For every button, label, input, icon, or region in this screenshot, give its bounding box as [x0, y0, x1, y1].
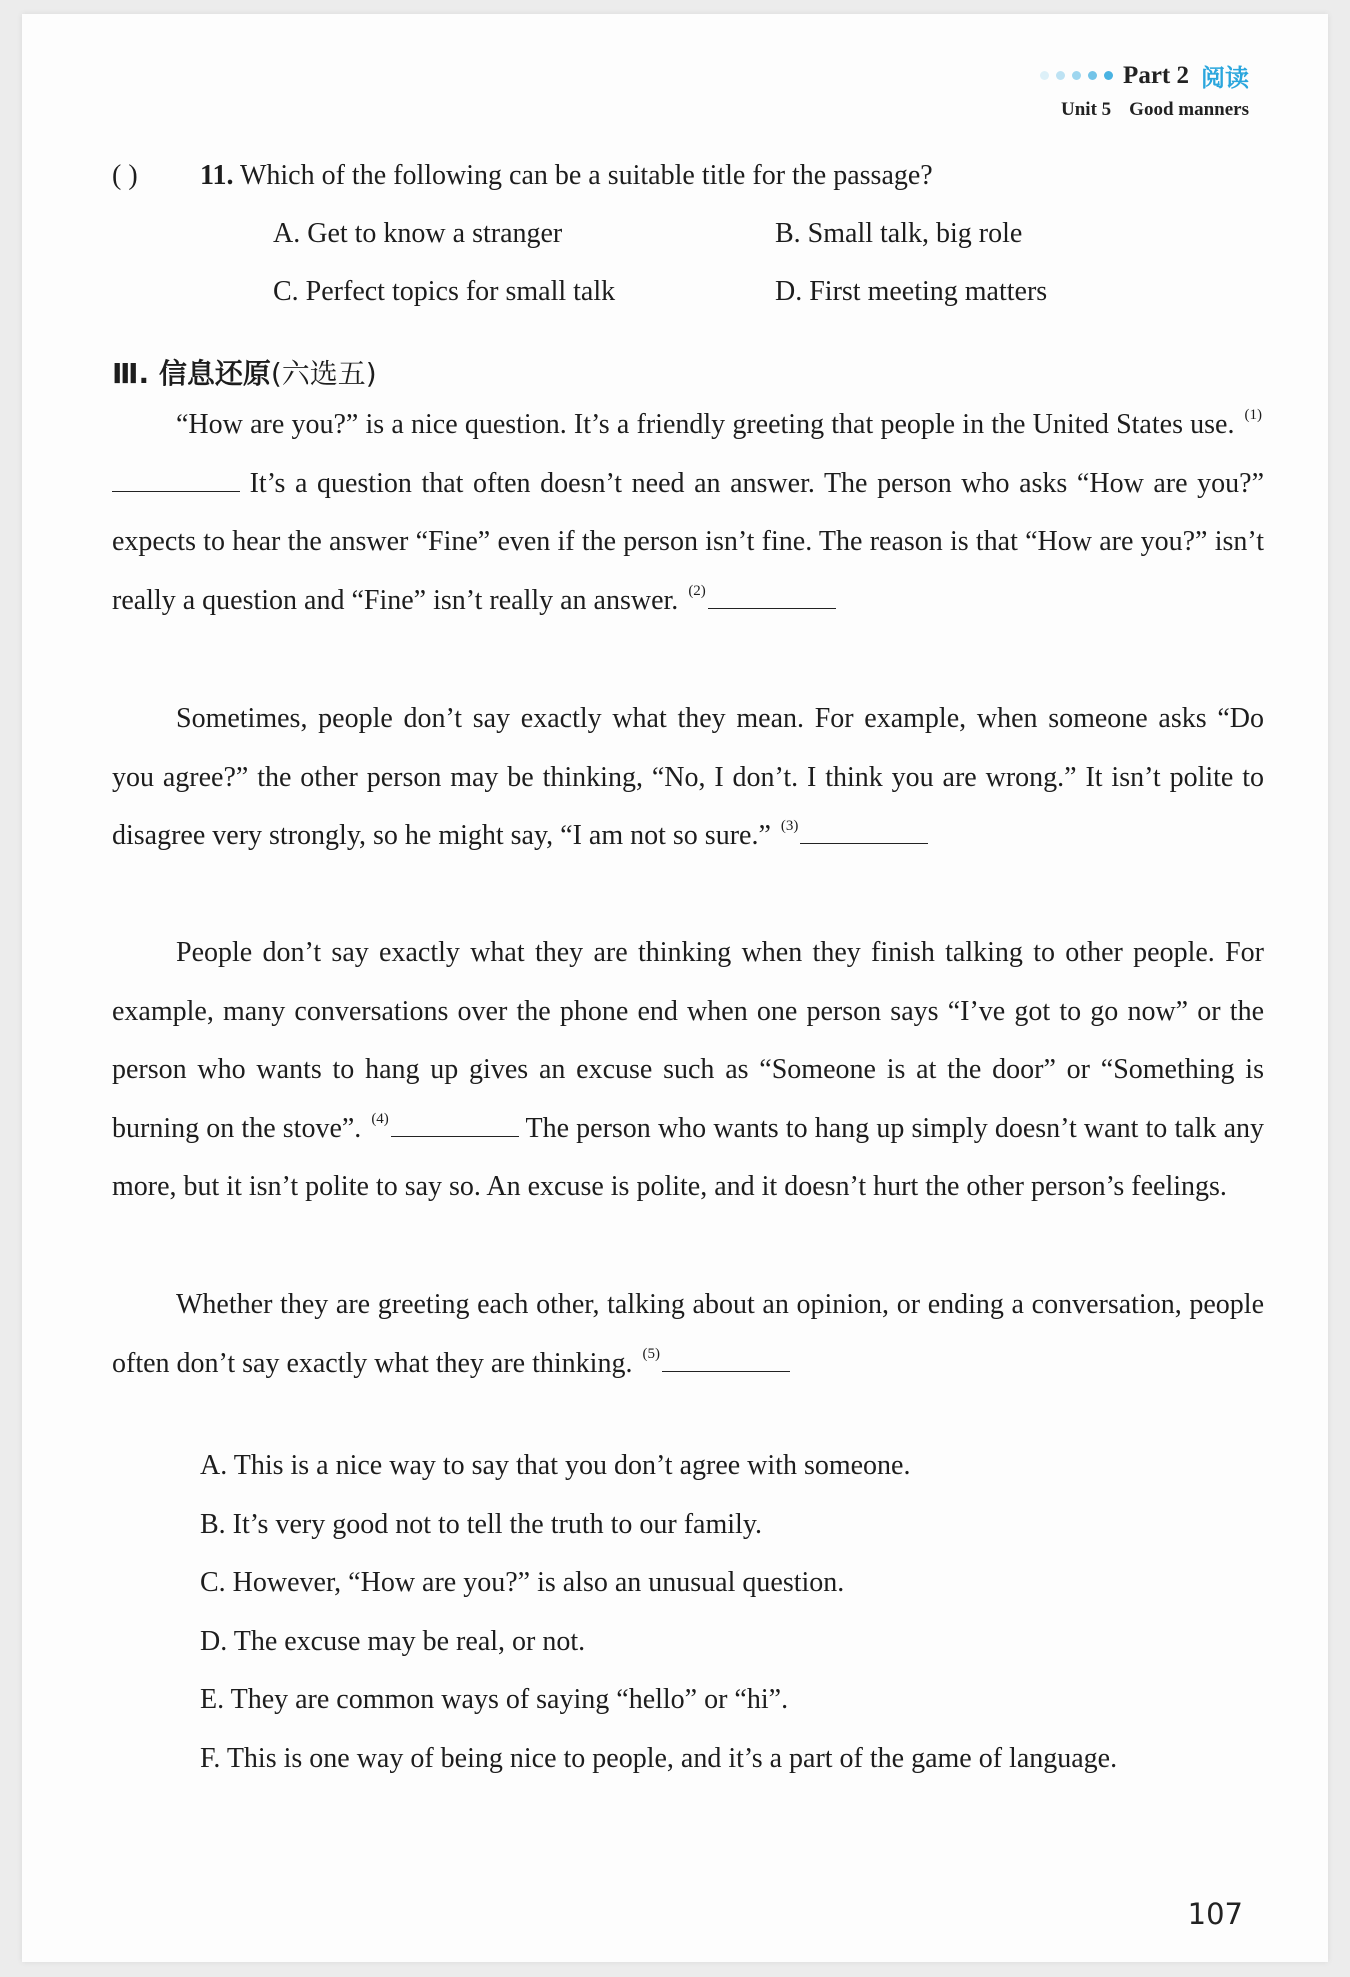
paragraph-3-text-a: People don’t say exactly what they are thinking when they finish talking to other people. For example, many conversations over the phone end when one person says “I’ve got to go now” or the person who wants to hang up gives an excuse such as “Someone is at the door” or “Something is burning on the stove”. — [112, 937, 1264, 1144]
paragraph-4-text: Whether they are greeting each other, talking about an opinion, or ending a conversation, people often don’t say exactly what they are thinking. — [112, 1289, 1264, 1379]
blank-1[interactable] — [112, 469, 240, 492]
choice-a: A. This is a nice way to say that you don’t agree with someone. — [200, 1450, 911, 1481]
blank-3[interactable] — [800, 821, 928, 844]
blank-label-4: (4) — [371, 1110, 389, 1127]
blank-4[interactable] — [391, 1114, 519, 1137]
answer-parenthesis: ( ) — [112, 160, 138, 191]
blank-label-3: (3) — [780, 818, 799, 834]
choice-c: C. However, “How are you?” is also an unusual question. — [200, 1567, 845, 1598]
choice-e: E. They are common ways of saying “hello” or “hi”. — [200, 1684, 789, 1715]
blank-label-5: (5) — [642, 1345, 660, 1362]
blank-label-2: (2) — [688, 582, 706, 599]
answer-choices — [200, 1437, 1117, 1788]
option-b: B. Small talk, big role — [775, 218, 1023, 249]
blank-label-1: (1) — [1244, 407, 1262, 423]
header-unit — [1040, 99, 1249, 121]
paragraph-3-text-b: The person who wants to hang up simply doesn’t want to talk any more, but it isn’t polite to say so. An excuse is polite, and it doesn’t hurt the other person’s feelings. — [112, 1112, 1265, 1202]
option-c: C. Perfect topics for small talk — [273, 276, 616, 307]
header-unit-number: Unit 5 — [1061, 99, 1112, 120]
page-number: 107 — [1187, 1897, 1243, 1931]
paragraph-1-text-b: It’s a question that often doesn’t need an answer. The person who asks “How are you?” expects to hear the answer “Fine” even if the person isn’t fine. The reason is that “How are you?” isn’t really a question and “Fine” isn’t really an answer. — [112, 467, 1264, 616]
passage-paragraph-4 — [112, 1276, 1264, 1393]
header-unit-title: Good manners — [1129, 99, 1249, 120]
workbook-page — [22, 14, 1328, 1962]
choice-f: F. This is one way of being nice to people, and it’s a part of the game of language. — [200, 1742, 1118, 1774]
header-dots-decoration — [1040, 71, 1113, 80]
passage-paragraph-2 — [112, 690, 1264, 866]
blank-2[interactable] — [708, 586, 836, 609]
question-number: 11. — [200, 160, 234, 191]
section-heading — [112, 352, 377, 392]
header-part: Part 2 — [1123, 61, 1189, 89]
question-text: Which of the following can be a suitable title for the passage? — [239, 160, 933, 191]
choice-b: B. It’s very good not to tell the truth to our family. — [200, 1508, 762, 1540]
blank-5[interactable] — [662, 1349, 790, 1372]
paragraph-2-text: Sometimes, people don’t say exactly what they mean. For example, when someone asks “Do you agree?” the other person may be thinking, “No, I don’t. I think you are wrong.” It isn’t polite to disagree very strongly, so he might say, “I am not so sure.” — [112, 703, 1264, 851]
option-a: A. Get to know a stranger — [273, 218, 563, 249]
section-subtitle: (六选五) — [270, 357, 377, 390]
running-header — [1040, 58, 1249, 121]
option-d: D. First meeting matters — [775, 276, 1048, 307]
passage-paragraph-1 — [112, 396, 1264, 630]
section-title: Ⅲ. 信息还原 — [112, 357, 271, 390]
choice-d: D. The excuse may be real, or not. — [200, 1625, 586, 1657]
passage-paragraph-3 — [112, 924, 1264, 1217]
question-11 — [112, 160, 933, 192]
paragraph-1-text-a: “How are you?” is a nice question. It’s a friendly greeting that people in the United States use. — [176, 409, 1235, 440]
header-part-cn: 阅读 — [1201, 64, 1249, 92]
